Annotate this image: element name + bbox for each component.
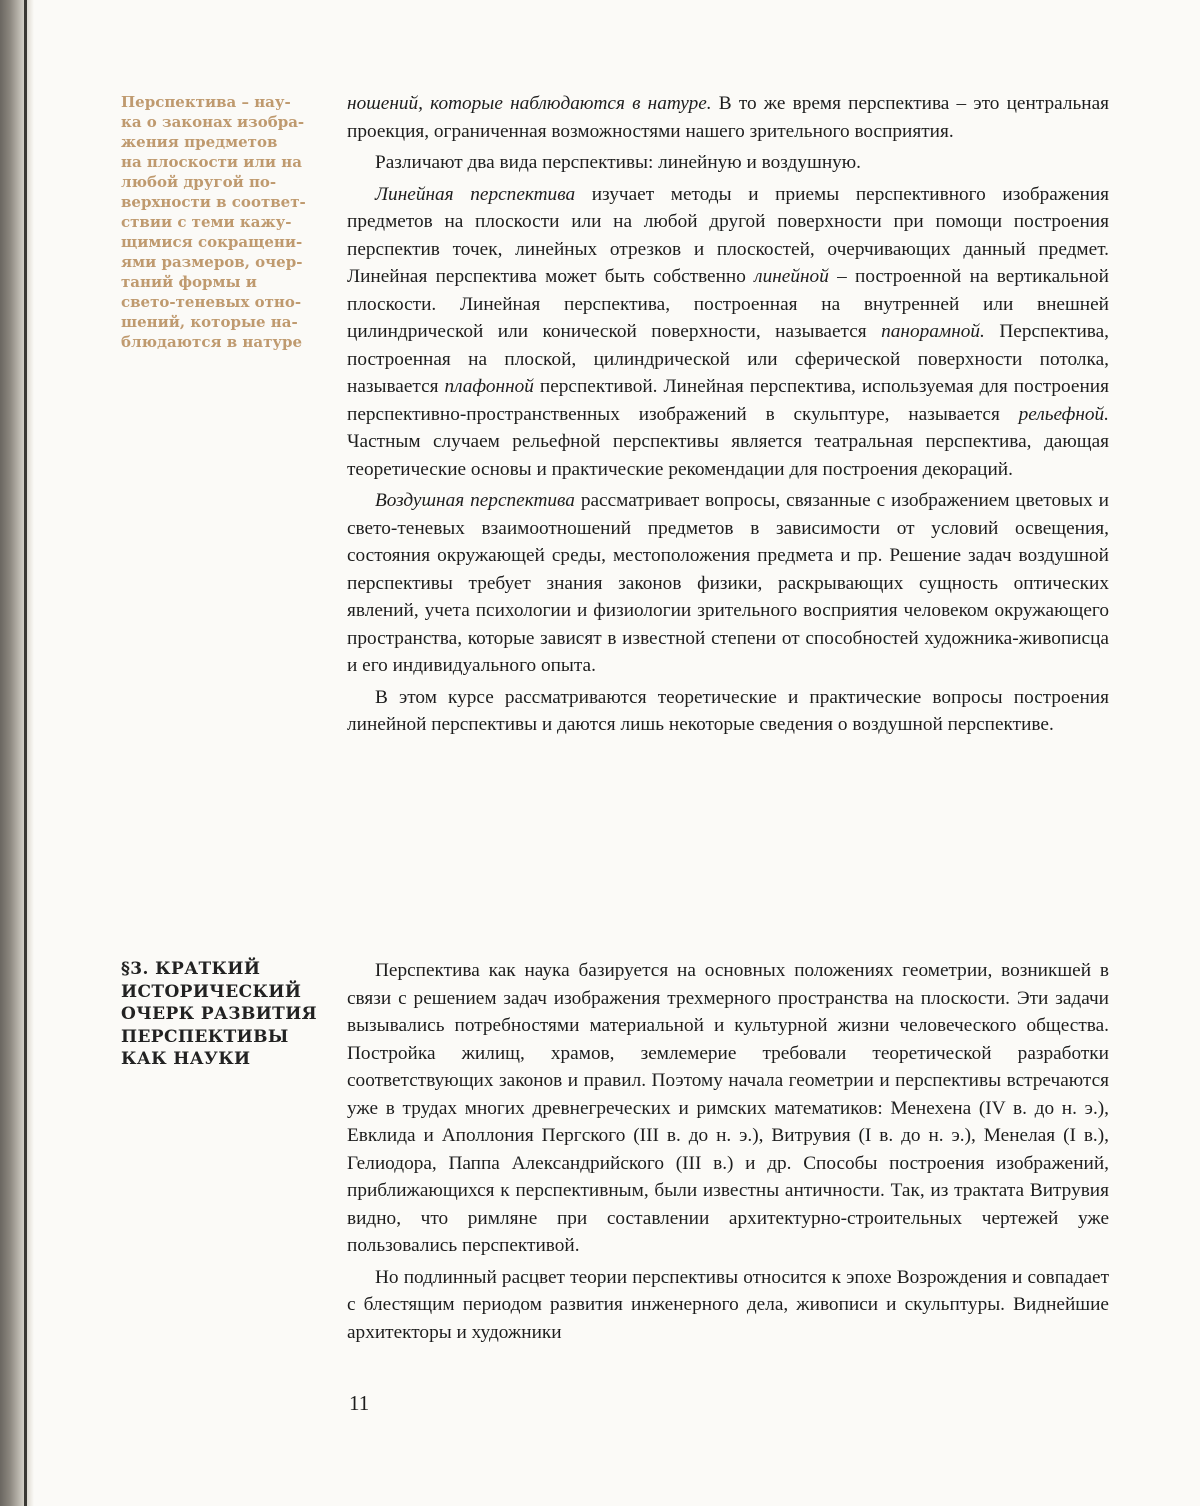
main-text-block-top (347, 90, 1109, 743)
paragraph-text: – построенной на вертикальной плоскости. Линейная перспектива, построенная на внутренней или внешней цилиндрической или конической поверхности, называется (347, 266, 1109, 342)
italic-phrase: ношений, которые наблюдаются в натуре. (347, 93, 712, 114)
paragraph-text: Перспектива, построенная на плоской, цилиндрической или сферической поверхности потолка, называется (347, 321, 1109, 397)
main-text-block-history (347, 957, 1109, 1350)
paragraph-text: рассматривает вопросы, связанные с изображением цветовых и свето-теневых взаимоотношений предметов в зависимости от условий освещения, состояния окружающей среды, местоположения предмета и пр. Решение задач воздушной перспективы требует знания законов физики, раскрывающих сущность оптических явлений, учета психологии и физиологии зрительного восприятия человеком окружающего пространства, которые зависят в известной степени от способностей художника-живописца и его индивидуального опыта. (347, 490, 1109, 676)
term-plafond: плафонной (445, 376, 534, 397)
section-heading: §3. КРАТКИЙ ИСТОРИЧЕСКИЙ ОЧЕРК РАЗВИТИЯ ПЕРСПЕКТИВЫ КАК НАУКИ (121, 958, 327, 1071)
paragraph-text: перспективой. Линейная перспектива, используемая для построения перспективно-пространственных изображений в скульптуре, называется (347, 376, 1109, 425)
paragraph-text: В то же время перспектива – это центральная проекция, ограниченная возможностями нашего зрительного восприятия. (347, 93, 1109, 142)
page-number: 11 (349, 1391, 369, 1416)
paragraph-continuation (347, 90, 1109, 145)
term-linear-perspective: Линейная перспектива (375, 184, 575, 205)
paragraph-course-scope: В этом курсе рассматриваются теоретические и практические вопросы построения линейной перспективы и даются лишь некоторые сведения о воздушной перспективе. (347, 684, 1109, 739)
margin-definition-note: Перспектива – нау- ка о законах изобра- жения предметов на плоскости или на любой другой по- верхности в соответ- ствии с теми кажу- щимися сокращени- ями размеров, очер- таний формы и свето-теневых отно- шений, которые на- блюдаются в натуре (121, 92, 317, 352)
book-page (0, 0, 1200, 1506)
paragraph-text: изучает методы и приемы перспективного изображения предметов на плоскости или на любой другой поверхности при помощи построения перспектив точек, линейных отрезков и плоскостей, очерчивающих данный предмет. Линейная перспектива может быть собственно (347, 184, 1109, 288)
page-binding-shadow (0, 0, 34, 1506)
paragraph-aerial-perspective (347, 487, 1109, 680)
term-linear: линейной (754, 266, 829, 287)
term-aerial-perspective: Воздушная перспектива (375, 490, 575, 511)
paragraph-renaissance: Но подлинный расцвет теории перспективы относится к эпохе Возрождения и совпадает с блестящим периодом развития инженерного дела, живописи и скульптуры. Виднейшие архитекторы и художники (347, 1264, 1109, 1347)
term-relief: рельефной. (1019, 404, 1109, 425)
paragraph-text: Частным случаем рельефной перспективы является театральная перспектива, дающая теоретические основы и практические рекомендации для построения декораций. (347, 431, 1109, 480)
paragraph-linear-perspective (347, 181, 1109, 484)
paragraph-history-geometry: Перспектива как наука базируется на основных положениях геометрии, возникшей в связи с решением задач изображения трехмерного пространства на плоскости. Эти задачи вызывались потребностями материальной и культурной жизни человеческого общества. Постройка жилищ, храмов, землемерие требовали теоретической разработки соответствующих законов и правил. Поэтому начала геометрии и перспективы встречаются уже в трудах многих древнегреческих и римских математиков: Менехена (IV в. до н. э.), Евклида и Аполлония Пергского (III в. до н. э.), Витрувия (I в. до н. э.), Менелая (I в.), Гелиодора, Паппа Александрийского (III в.) и др. Способы построения изображений, приближающихся к перспективным, были известны античности. Так, из трактата Витрувия видно, что римляне при составлении архитектурно-строительных чертежей уже пользовались перспективой. (347, 957, 1109, 1260)
term-panoramic: панорамной. (881, 321, 985, 342)
paragraph-two-types: Различают два вида перспективы: линейную и воздушную. (347, 149, 1109, 177)
page-binding-edge (24, 0, 27, 1506)
